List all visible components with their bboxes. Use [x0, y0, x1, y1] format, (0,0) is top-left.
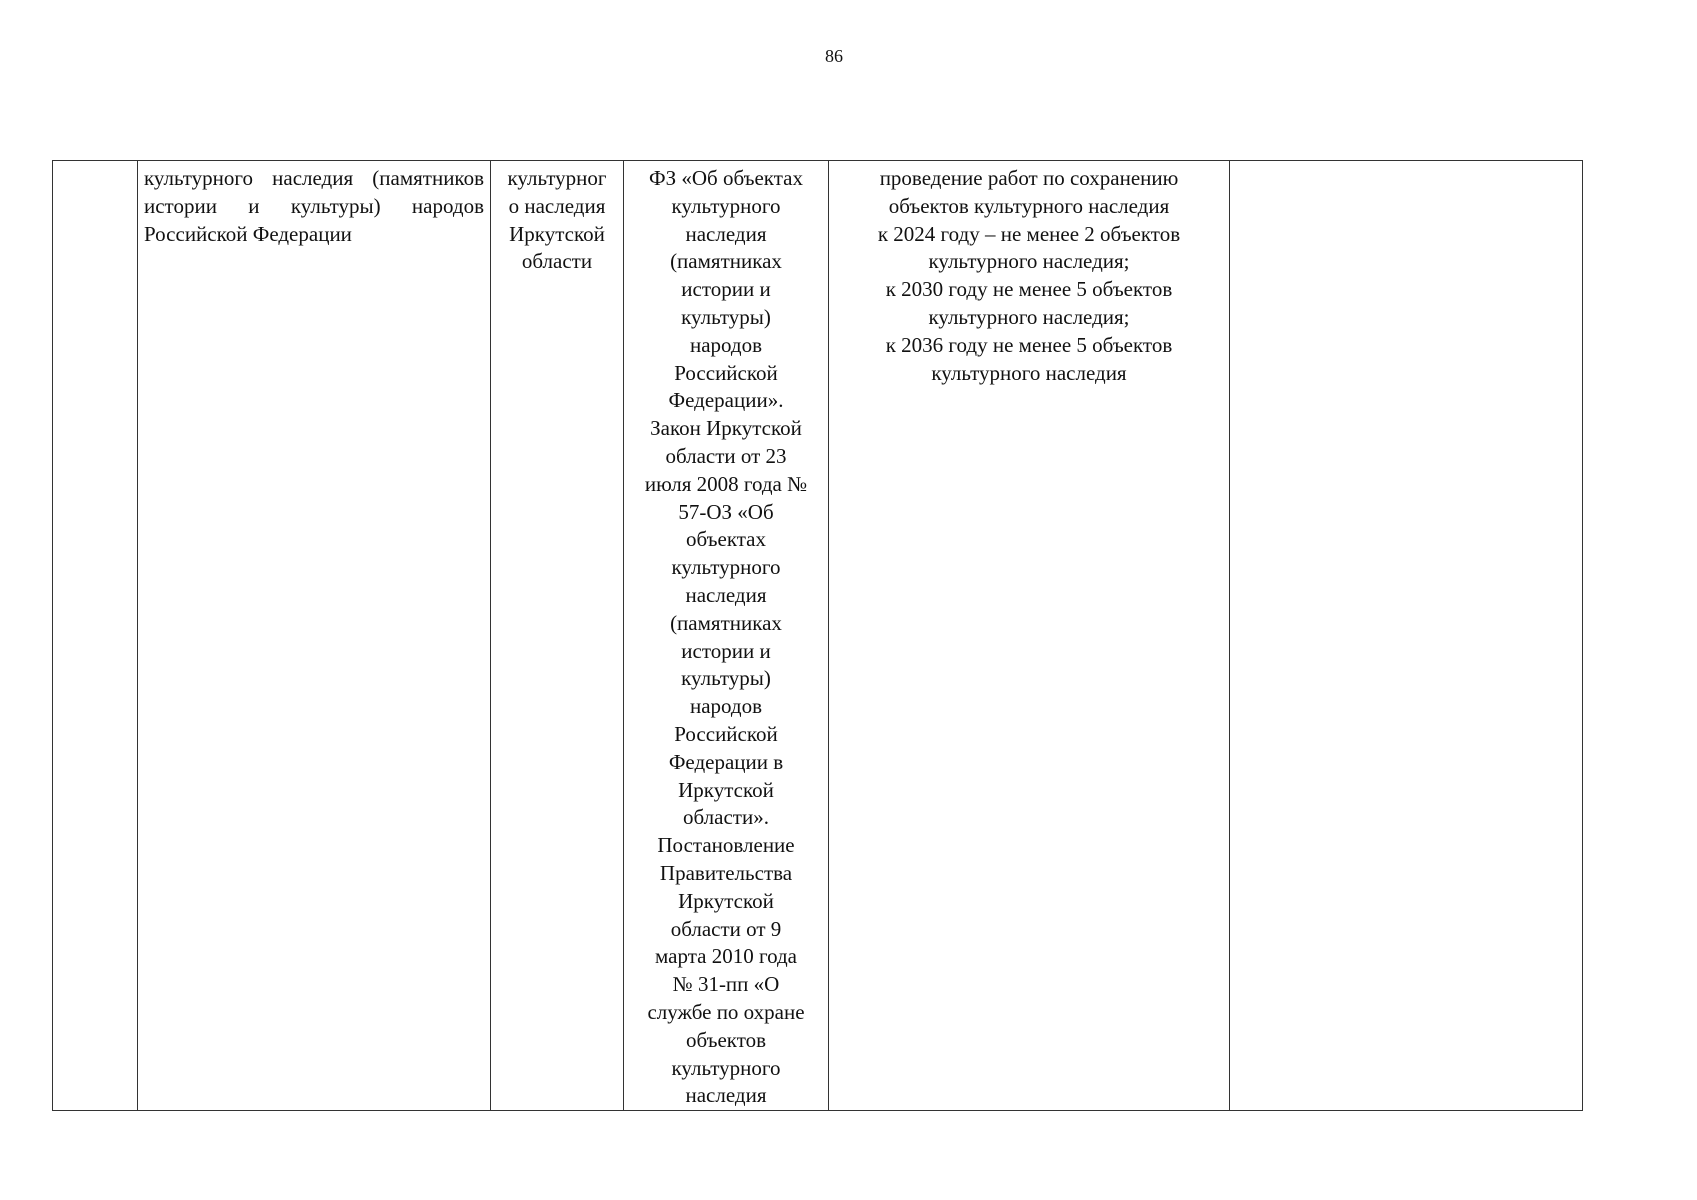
text-line: Федерации». [668, 388, 784, 413]
text-line: Российской Федерации [144, 221, 352, 246]
text-line: ФЗ «Об объектах [649, 166, 803, 190]
cell-indicators [829, 161, 1230, 1111]
text-line: культурного [671, 1055, 781, 1080]
text-line: области [521, 249, 593, 274]
text-line: области от 23 [665, 443, 787, 468]
text-line: к 2030 году не менее 5 объектов [885, 277, 1173, 302]
text-line: культурного наследия [931, 360, 1127, 385]
text-line: Российской [674, 360, 778, 385]
text-line: наследия [685, 221, 767, 246]
cell-number [53, 161, 138, 1111]
text-line: культурного наследия (памятников [144, 166, 484, 190]
cell-object [491, 161, 624, 1111]
table-row [53, 161, 1583, 1111]
text-line: наследия [685, 1083, 767, 1108]
text-line: Федерации в [668, 749, 784, 774]
text-line: Иркутской [509, 221, 605, 246]
text-line: истории и [681, 638, 771, 663]
text-line: культурного [671, 555, 781, 580]
text-line: 57-ОЗ «Об [678, 499, 774, 524]
text-line: наследия [685, 582, 767, 607]
text-line: истории и [681, 277, 771, 302]
text-line: службе по охране [647, 999, 805, 1024]
text-line: Иркутской [678, 888, 774, 913]
text-line: народов [689, 694, 763, 719]
text-line: области». [683, 805, 769, 830]
text-line: культуры) [681, 666, 771, 691]
text-line: народов [689, 332, 763, 357]
text-line: Правительства [659, 860, 793, 885]
text-line: Постановление [657, 833, 795, 858]
text-line: июля 2008 года № [644, 471, 808, 496]
text-line: объектов культурного наследия [888, 193, 1170, 218]
text-line: Российской [674, 721, 778, 746]
cell-notes [1230, 161, 1583, 1111]
data-table [52, 160, 1583, 1111]
cell-description [138, 161, 491, 1111]
text-line: области от 9 [670, 916, 782, 941]
text-line: (памятниках [670, 610, 782, 635]
text-line: проведение работ по сохранению [879, 166, 1179, 190]
text-line: объектах [685, 527, 767, 552]
text-line: культурного наследия; [928, 249, 1130, 274]
text-line: культурного [671, 193, 781, 218]
text-line: к 2036 году не менее 5 объектов [885, 332, 1173, 357]
text-line: культурного наследия; [928, 304, 1130, 329]
text-line: о наследия [508, 193, 606, 218]
text-line: Иркутской [678, 777, 774, 802]
text-line: истории и культуры) народов [144, 193, 484, 218]
text-line: № 31-пп «О [672, 972, 780, 997]
text-line: культуры) [681, 304, 771, 329]
text-line: культурног [507, 166, 607, 190]
text-line: объектов [685, 1027, 767, 1052]
text-line: (памятниках [670, 249, 782, 274]
cell-legal-basis [624, 161, 829, 1111]
text-line: к 2024 году – не менее 2 объектов [877, 221, 1181, 246]
text-line: марта 2010 года [655, 944, 797, 969]
page-number: 86 [825, 46, 843, 66]
text-line: Закон Иркутской [650, 416, 802, 441]
